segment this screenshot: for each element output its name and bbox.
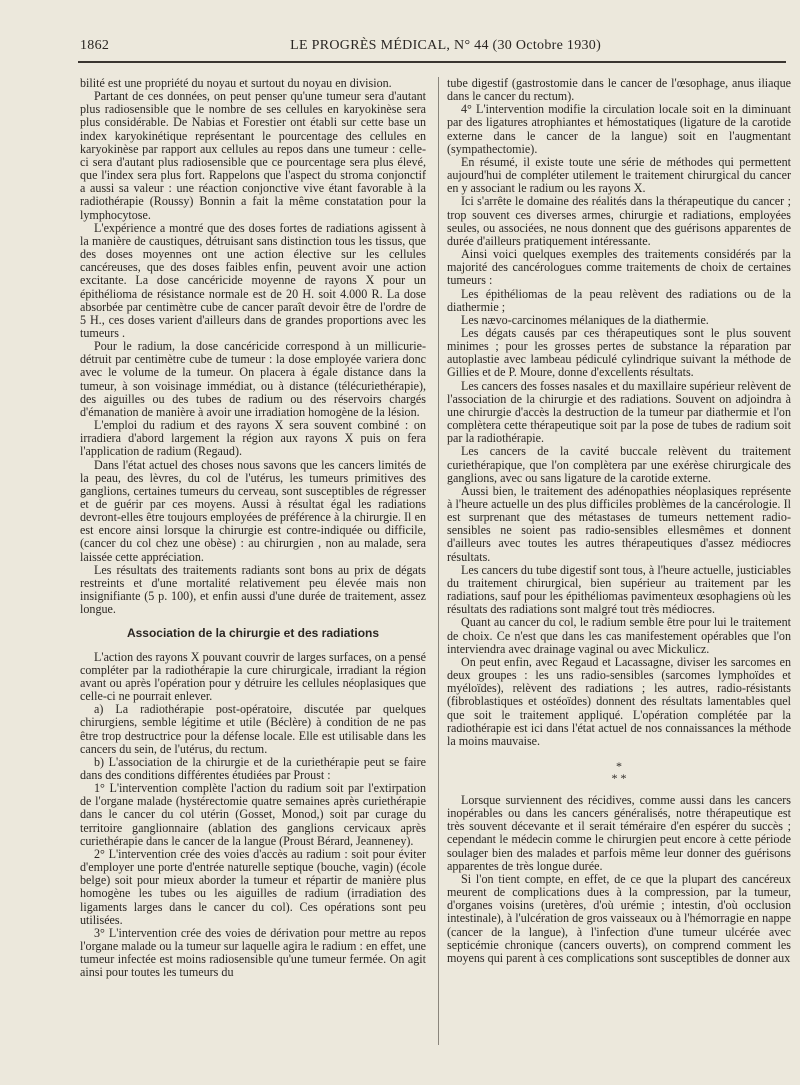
asterism-bottom: * * [611, 770, 627, 785]
paragraph: 3° L'intervention crée des voies de dérivation pour mettre au repos l'organe malade ou la tumeur sur laquelle agira le radium : en effet, une tumeur infectée est moins radiosensible qu'une tumeur fermée. On agit ainsi pour toutes les tumeurs du [80, 925, 426, 980]
right-column [447, 77, 791, 1073]
journal-running-title: LE PROGRÈS MÉDICAL, N° 44 (30 Octobre 1930) [290, 38, 602, 53]
header-rule [78, 61, 786, 63]
asterism-separator [447, 760, 791, 784]
paragraph: L'expérience a montré que des doses fortes de radiations agissent à la manière de caustiques, détruisant sans distinction tous les tissus, que des doses moyennes ont une action élective sur les cellules cancéreuses, que des doses faibles enfin, peuvent avoir une action excitante. La dose cancéricide moyenne de rayons X pour un épithélioma de résistance normale est de 20 H. soit 4.000 R. La dose absorbée par centimètre cube de cancer paraît devoir être de l'ordre de 5 H., ces doses varient d'ailleurs dans de grandes proportions avec les tumeurs . [80, 220, 426, 340]
paragraph: Les nævo-carcinomes mélaniques de la diathermie. [461, 312, 709, 327]
paragraph: Les épithéliomas de la peau relèvent des radiations ou de la diathermie ; [447, 286, 791, 314]
paragraph: Les résultats des traitements radiants sont bons au prix de dégats restreints et d'une mortalité relativement peu élevée mais non insignifiante (5 p. 100), et enfin aussi d'une durée de traitement, assez longue. [80, 562, 426, 617]
paragraph: Ainsi voici quelques exemples des traitements considérés par la majorité des cancérologues comme traitements de choix de certaines tumeurs : [447, 247, 791, 288]
paragraph: 2° L'intervention crée des voies d'accès au radium : soit pour éviter d'employer une porte d'entrée naturelle septique (bouche, vagin) (école belge) soit pour mieux aborder la tumeur et répartir de manière plus homogène les tubes ou les aiguilles de radium (irradiation des ligaments larges dans le cancer du col). Ces opérations sont peu utilisées. [80, 846, 426, 927]
paragraph: Dans l'état actuel des choses nous savons que les cancers limités de la peau, des lèvres, du col de l'utérus, les tumeurs primitives des ganglions, certaines tumeurs du cerveau, sont susceptibles de régresser et de guérir par ces moyens. Aussi à résultat égal les radiations devront-elles être toujours employées de préférence à la chirurgie. Il en est encore ainsi lorsque la chirurgie est contre-indiquée ou difficile, (cancer du col chez une obèse) : au chirurgien , non au malade, sera laissée cette appréciation. [80, 457, 426, 564]
paragraph: Lorsque surviennent des récidives, comme aussi dans les cancers inopérables ou dans les cancers généralisés, notre thérapeutique est très souvent décevante et il serait téméraire d'en espérer du succès ; cependant le médecin comme le chirurgien peut encore à cette période soulager bien des malades et parfois même leur donner des guérisons apparentes de très longue durée. [447, 792, 791, 873]
left-column [80, 77, 426, 1073]
paragraph: Les cancers du tube digestif sont tous, à l'heure actuelle, justiciables du traitement chirurgical, bien supérieur au traitement par les radiations, sauf pour les épithéliomas pavimenteux œsophagiens où les résultats des radiations sont malgré tout très médiocres. [447, 562, 791, 617]
paragraph: L'emploi du radium et des rayons X sera souvent combiné : on irradiera d'abord largement la région aux rayons X puis on fera l'application de radium (Regaud). [80, 418, 426, 459]
paragraph: L'action des rayons X pouvant couvrir de larges surfaces, on a pensé compléter par la radiothérapie la cure chirurgicale, irradiant la région avant ou après l'opération pour y détruire les cellules néoplasiques que celle-ci ne pourrait enlever. [80, 649, 426, 704]
paragraph: On peut enfin, avec Regaud et Lacassagne, diviser les sarcomes en deux groupes : les uns radio-sensibles (sarcomes lymphoïdes et myéloïdes), relèvent des radiations ; les autres, radio-résistants (fibroblastiques et ostéoïdes) donnent des résultats lamentables quel que soit le traitement appliqué. L'opération complétée par la radiothérapie est ici dans l'état actuel de nos connaissances la méthode la moins mauvaise. [447, 654, 791, 748]
paragraph: Les cancers de la cavité buccale relèvent du traitement curiethérapique, que l'on complètera par une exérèse chirurgicale des ganglions, avec ou sans ligature de la carotide externe. [447, 444, 791, 485]
paragraph: tube digestif (gastrostomie dans le cancer de l'œsophage, anus iliaque dans le cancer du rectum). [447, 77, 791, 104]
paragraph: Ici s'arrête le domaine des réalités dans la thérapeutique du cancer ; trop souvent ces diverses armes, chirurgie et radiations, employées seules, ou associées, ne nous donnent que des guérisons apparentes de durée d'ailleurs pratiquement intéressante. [447, 194, 791, 248]
paragraph: b) L'association de la chirurgie et de la curiethérapie peut se faire dans des conditions différentes étudiées par Proust : [80, 754, 426, 782]
paragraph: a) La radiothérapie post-opératoire, discutée par quelques chirurgiens, semble légitime et utile (Béclère) à condition de ne pas être trop destructrice pour la défense locale. Elle est utilisable dans les cancers du sein, de l'utérus, du rectum. [80, 702, 426, 756]
paragraph: Partant de ces données, on peut penser qu'une tumeur sera d'autant plus radiosensible que le nombre de ses cellules en karyokinèse sera plus considérable. De Nabias et Forestier ont établi sur cette base un index karyokinétique représentant le pourcentage des cellules en karyokinèse par rapport aux cellules au repos dans une tumeur : celle-ci sera d'autant plus radiosensible que ce pourcentage sera plus élevé, que l'index sera plus fort. Rappelons que l'aspect du stroma conjonctif a aussi sa valeur : une réaction conjonctive vive étant favorable à la radiothérapie (Roussy) Bonnin a fait la même constatation pour la lymphocytose. [80, 89, 426, 222]
paragraph: 1° L'intervention complète l'action du radium soit par l'extirpation de l'organe malade (hystérectomie quatre semaines après curiethérapie dans le cancer du col utérin (Gosset, Monod,) soit par curage du territoire ganglionnaire (ablation des ganglions cervicaux après curiethérapie dans le cancer de la langue (Proust Bérard, Jeanneney). [80, 781, 426, 848]
paragraph: bilité est une propriété du noyau et surtout du noyau en division. [80, 77, 392, 90]
paragraph: Les cancers des fosses nasales et du maxillaire supérieur relèvent de l'association de la chirurgie et des radiations. Souvent on adjoindra à une chirurgie d'accès la destruction de la tumeur par diathermie et l'on complètera cette thérapeutique soit par la pose de tubes de radium soit par la radiothérapie. [447, 378, 791, 446]
paragraph: Les dégats causés par ces thérapeutiques sont le plus souvent minimes ; pour les grosses pertes de substance la réparation par autoplastie avec lambeau pédiculé cylindrique suivant la méthode de Gillies et de P. Moure, donne d'excellents résultats. [447, 325, 791, 380]
paragraph: Aussi bien, le traitement des adénopathies néoplasiques représente à l'heure actuelle un des plus difficiles problèmes de la cancérologie. Il est surprenant que des métastases de tumeurs nettement radio-sensibles ne soient pas radio-sensibles ellesmêmes et donnent d'ailleurs avec toutes les autres thérapeutiques d'assez médiocres résultats. [447, 483, 791, 564]
paragraph: Pour le radium, la dose cancéricide correspond à un millicurie-détruit par centimètre cube de tumeur : la dose employée variera donc avec le volume de la tumeur. On placera à égale distance dans la tumeur, à son voisinage immédiat, ou à distance (télécuriethérapie), des aiguilles ou des tubes de radium ou des réservoirs chargés d'émanation de manière à avoir une irradiation homogène de la lésion. [80, 339, 426, 419]
section-heading: Association de la chirurgie et des radiations [126, 626, 380, 641]
asterism-top: * [616, 758, 622, 773]
page-header [80, 38, 782, 58]
paragraph: En résumé, il existe toute une série de méthodes qui permettent aujourd'hui de compléter utilement le traitement chirurgical du cancer en y associant le radium ou les rayons X. [447, 154, 791, 196]
paragraph: Quant au cancer du col, le radium semble être pour lui le traitement de choix. Ce n'est que dans les cas manifestement opérables que l'on interviendra avec drainage vaginal ou avec Mickulicz. [447, 615, 791, 656]
paragraph: 4° L'intervention modifie la circulation locale soit en la diminuant par des ligatures atrophiantes et hémostatiques (ligature de la carotide externe dans le cancer de la langue) soit en l'augmentant (sympathectomie). [447, 102, 791, 156]
paragraph: Si l'on tient compte, en effet, de ce que la plupart des cancéreux meurent de complications dues à la compression, par la tumeur, d'organes voisins (uretères, d'où urémie ; intestin, d'où occlusion intestinale), à l'ulcération de gros vaisseaux ou à l'hémorragie en nappe (cancer de la langue), à l'infection d'une tumeur ulcérée avec septicémie chronique (cancers ouverts), on comprend comment les moyens qui parent à ces complications sont susceptibles de donner aux [447, 871, 791, 965]
page-number: 1862 [80, 38, 110, 53]
column-divider [438, 77, 439, 1045]
